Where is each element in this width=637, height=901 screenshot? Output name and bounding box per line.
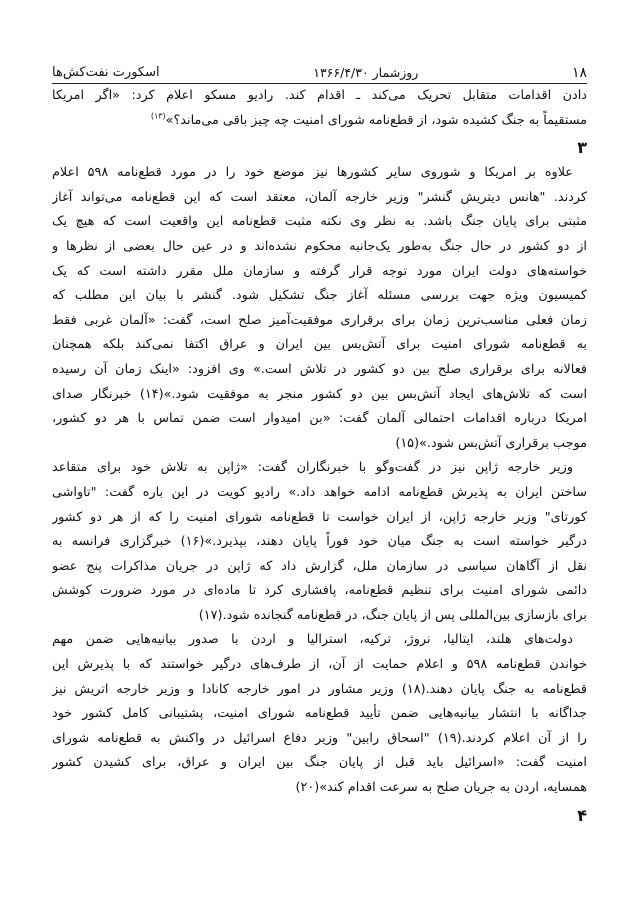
- text-line: است که تلاش‌های ایجاد آتش‌بس بین دو کشور منجر به موفقیت شود.»(۱۴) خبرنگار صدای: [52, 386, 587, 402]
- paragraph-continued: [52, 84, 587, 133]
- running-header: [52, 62, 587, 82]
- document-page: [52, 62, 587, 829]
- text-line: ساختن ایران به پذیرش قطع‌نامه ادامه خواهد داد.» رادیو کویت در این باره گفت: "تاواشی: [52, 484, 587, 500]
- text-line: نقل از آگاهان سیاسی در سازمان ملل، گزارش داد که ژاپن در جریان مذاکرات پنج عضو: [52, 558, 587, 574]
- text-line: دولت‌های هلند، ایتالیا، نروژ، ترکیه، استرالیا و اردن با صدور بیانیه‌هایی ضمن مهم: [52, 632, 573, 648]
- text-line: همسایه، اردن به جریان صلح به سرعت اقدام کند»(۲۰): [295, 780, 587, 796]
- text-line: موجب برقراری آتش‌بس شود.»(۱۵): [395, 435, 587, 451]
- book-title: اسکورت نفت‌کش‌ها: [52, 65, 160, 80]
- text-line: دادن اقدامات متقابل تحریک می‌کند ـ اقدام کند. رادیو مسکو اعلام کرد: «اگر امریکا: [52, 88, 587, 103]
- text-line: را از آن اعلام کردند.(۱۹) "اسحاق رابین" وزیر دفاع اسرائیل در واکنش به قطع‌نامه شورای: [52, 730, 587, 746]
- footnote-ref: (۱۳): [150, 111, 166, 121]
- text-line: فعالانه برای برقراری صلح بین دو کشور در تلاش است.» وی افزود: «اینک زمان آن رسیده: [52, 361, 587, 377]
- paragraph-germany: [52, 161, 587, 456]
- header-date: روزشمار ۱۳۶۶/۴/۳۰: [313, 65, 419, 80]
- page-number: ۱۸: [571, 65, 587, 81]
- text-line: مستقیماً به جنگ کشیده شود، از قطع‌نامه شورای امنیت چه چیز باقی می‌ماند؟»$^{(۱۳)}$: [150, 111, 587, 128]
- section-number-3: ۳: [577, 138, 587, 158]
- text-line: مثبتی برای پایان جنگ باشد. به نظر وی نکته مثبت قطع‌نامه این واقعیت است که هیچ یک: [52, 214, 587, 230]
- paragraph-japan: [52, 456, 587, 628]
- text-line: به قطع‌نامه شورای امنیت برای آتش‌بس بین ایران و عراق اکتفا نمی‌کند بلکه همچنان: [52, 337, 587, 353]
- text-line: درگیر خواسته است به جنگ میان خود فوراً پایان دهند، بپذیرد.»(۱۶) خبرگزاری فرانسه به: [52, 534, 587, 550]
- section-number-4: ۴: [577, 805, 587, 825]
- text-line: کورتای" وزیر خارجه ژاپن، از ایران خواست تا قطع‌نامه شورای امنیت را که از هر دو کشور: [52, 509, 587, 525]
- text-line: جداگانه با انتشار بیانیه‌هایی ضمن تأیید قطع‌نامه شورای امنیت، پشتیبانی کامل کشور خود: [52, 706, 587, 722]
- text-line: وزیر خارجه ژاپن نیز در گفت‌وگو با خبرنگاران گفت: «ژاپن به تلاش خود برای متقاعد: [52, 460, 573, 476]
- text-line: خواندن قطع‌نامه ۵۹۸ و اعلام حمایت از آن، از طرف‌های درگیر خواستند که با پذیرش این: [52, 657, 587, 673]
- text-line: علاوه بر امریکا و شوروی سایر کشورها نیز موضع خود را در مورد قطع‌نامه ۵۹۸ اعلام: [52, 165, 573, 181]
- text-line: زمان فعلی مناسب‌ترین زمان برای برقراری موفقیت‌آمیز صلح است، گفت: «آلمان غربی فقط: [52, 312, 587, 328]
- text-line: امریکا درباره اقدامات احتمالی آلمان گفت: «بن امیدوار است ضمن تماس با هر دو کشور،: [52, 411, 587, 427]
- text-line: امنیت گفت: «اسرائیل باید قبل از پایان جنگ بین ایران و عراق، برای کشیدن کشور: [52, 755, 587, 771]
- text-line: برای بازسازی بین‌المللی پس از پایان جنگ، در قطع‌نامه گنجانده شود.(۱۷): [198, 607, 587, 623]
- text-line: دائمی شورای امنیت برای تنظیم قطع‌نامه، پافشاری کرد تا ماده‌ای در مورد ضرورت کوشش: [52, 583, 587, 599]
- text-line: کمیسیون ویژه جهت بررسی مسئله آغاز جنگ تشکیل شود. گنشر با بیان این مطلب که: [52, 288, 587, 304]
- paragraph-other-states: [52, 628, 587, 800]
- text-line: خواسته‌های دولت ایران مورد توجه قرار گرفته و سازمان ملل مقرر داشته است که یک: [52, 263, 587, 279]
- text-line: قطع‌نامه به جنگ پایان دهند.(۱۸) وزیر مشاور در امور خارجه کانادا و وزیر خارجه اتریش نیز: [52, 681, 587, 697]
- text-line: کردند. "هانس دیتریش گنشر" وزیر خارجه آلمان، معتقد است که این قطع‌نامه می‌تواند آغاز: [52, 189, 587, 205]
- text-line: از دو کشور در حال جنگ به‌طور یک‌جانبه محکوم نشده‌اند و در عین حال بعضی از نظرها و: [52, 238, 587, 254]
